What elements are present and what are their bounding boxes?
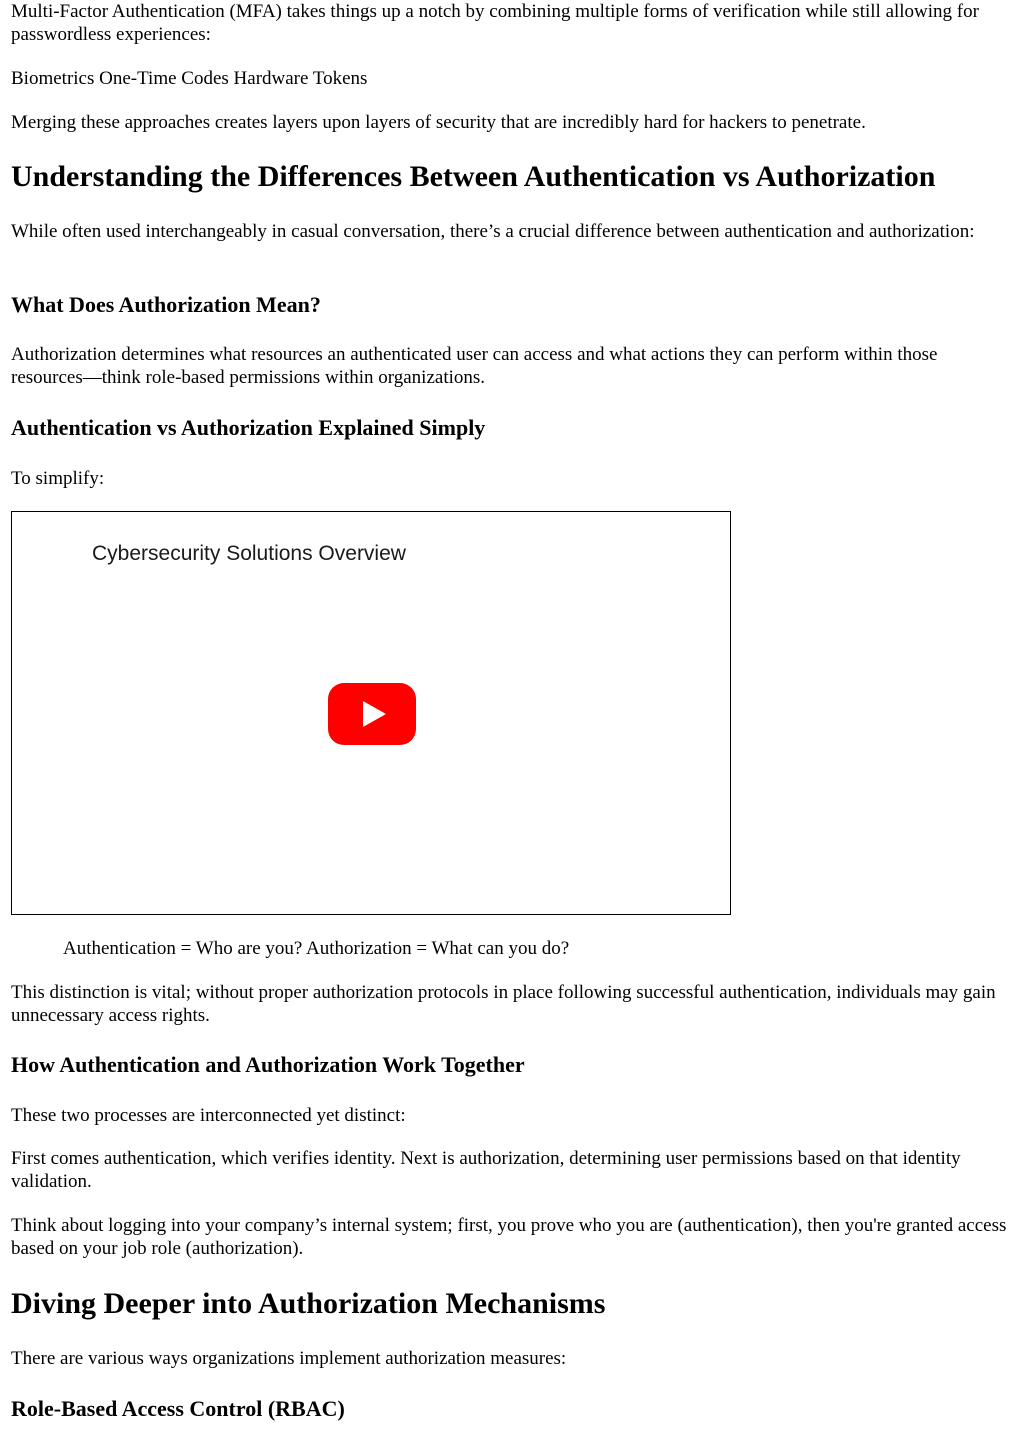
paragraph-quote: Authentication = Who are you? Authorization = What can you do? [63,938,570,959]
paragraph-merging: Merging these approaches creates layers upon layers of security that are incredibly hard for hackers to penetrate. [11,112,866,133]
heading-authorization-mean: What Does Authorization Mean? [11,292,321,317]
video-embed[interactable] [11,511,731,915]
heading-rbac: Role-Based Access Control (RBAC) [11,1396,345,1421]
paragraph-while-often: While often used interchangeably in casual conversation, there’s a crucial difference between authentication and authorization: [11,221,975,242]
heading-explained-simply: Authentication vs Authorization Explained Simply [11,415,486,440]
paragraph-first-comes: First comes authentication, which verifies identity. Next is authorization, determining user permissions based on that identity validation. [11,1148,961,1192]
heading-work-together: How Authentication and Authorization Work Together [11,1052,525,1077]
paragraph-various-ways: There are various ways organizations implement authorization measures: [11,1348,567,1369]
video-title[interactable]: Cybersecurity Solutions Overview [92,542,406,565]
heading-differences: Understanding the Differences Between Authentication vs Authorization [11,160,936,193]
paragraph-distinction: This distinction is vital; without proper authorization protocols in place following successful authentication, individuals may gain unnecessary access rights. [11,982,996,1026]
paragraph-to-simplify: To simplify: [11,468,105,489]
paragraph-mfa-methods: Biometrics One-Time Codes Hardware Tokens [11,68,368,89]
paragraph-authorization-determines: Authorization determines what resources an authenticated user can access and what actions they can perform within those resources—think role-based permissions within organizations. [11,344,938,388]
paragraph-two-processes: These two processes are interconnected yet distinct: [11,1105,406,1126]
paragraph-think-about: Think about logging into your company’s internal system; first, you prove who you are (authentication), then you're granted access based on your job role (authorization). [11,1215,1007,1259]
play-icon [328,683,416,745]
heading-diving-deeper: Diving Deeper into Authorization Mechanisms [11,1287,606,1320]
play-button[interactable] [328,683,416,745]
paragraph-mfa: Multi-Factor Authentication (MFA) takes things up a notch by combining multiple forms of verification while still allowing for passwordless experiences: [11,1,979,45]
